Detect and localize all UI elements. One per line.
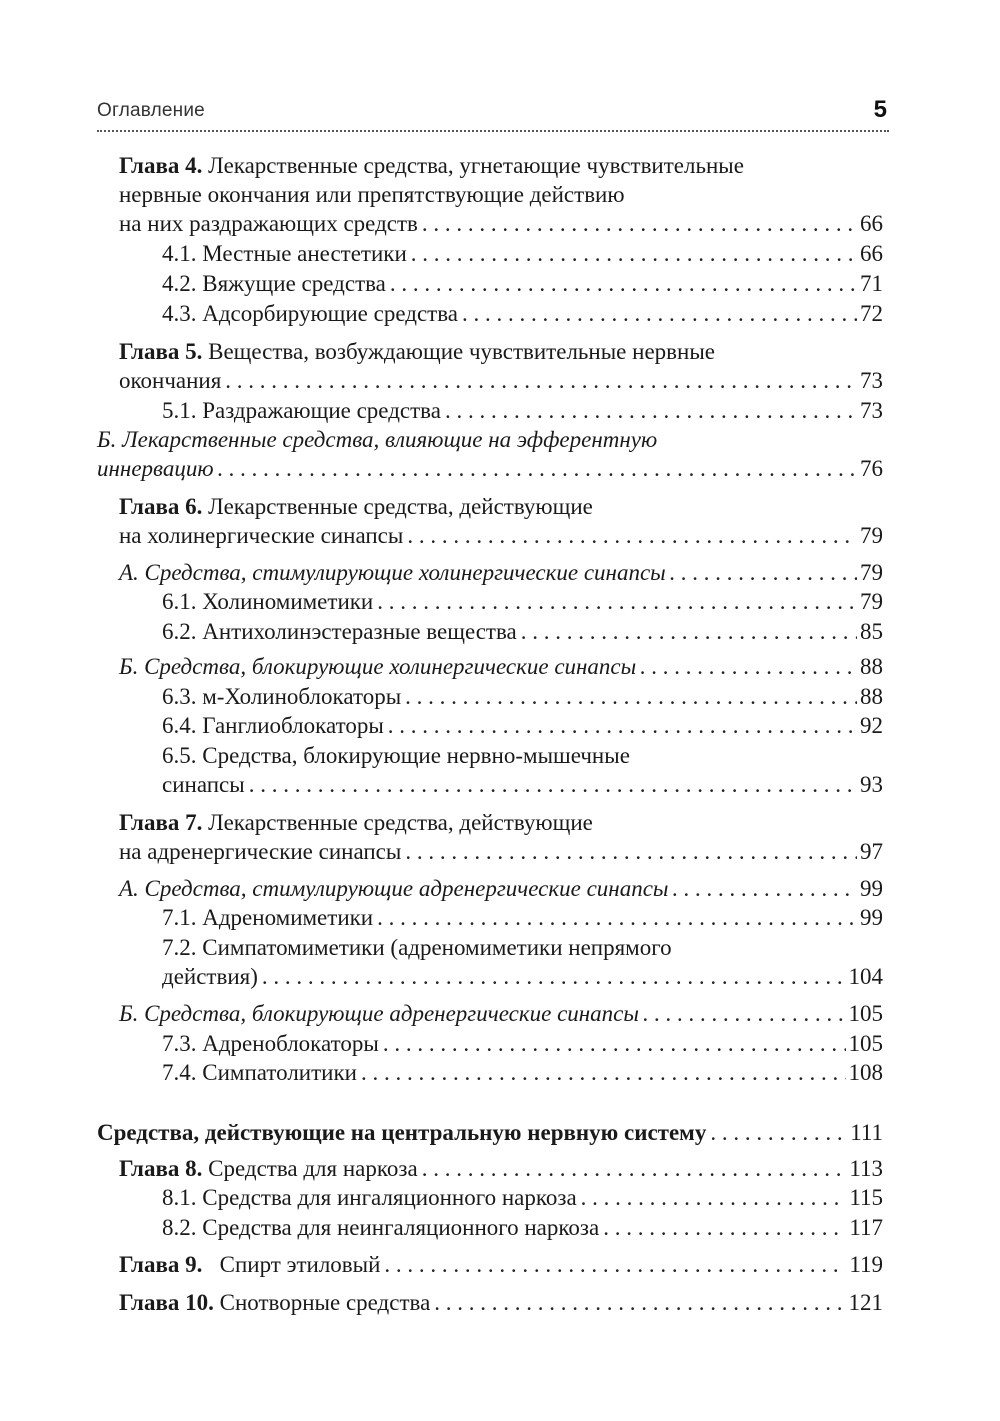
entry-title: 8.1. Средства для ингаляционного наркоза <box>162 1185 577 1210</box>
toc-entry-8-1[interactable] <box>162 1183 883 1212</box>
entry-title: Б. Средства, блокирующие адренергические синапсы <box>119 1001 639 1026</box>
entry-title-line: на них раздражающих средств <box>119 211 418 236</box>
page-ref: 66 <box>860 241 883 266</box>
dot-leader <box>521 617 857 646</box>
dot-leader <box>383 1029 846 1058</box>
dot-leader <box>388 711 857 740</box>
entry-title: 8.2. Средства для неингаляционного наркоза <box>162 1215 600 1240</box>
dot-leader <box>710 1118 847 1147</box>
page-ref: 104 <box>848 964 883 989</box>
entry-title-line: на адренергические синапсы <box>119 839 402 864</box>
dot-leader <box>422 1154 847 1183</box>
toc-entry-4-2[interactable] <box>162 269 883 298</box>
toc-entry-7-3[interactable] <box>162 1029 883 1058</box>
page-ref: 85 <box>860 619 883 644</box>
toc-entry-5-1[interactable] <box>162 396 883 425</box>
toc-entry-7-a[interactable] <box>119 874 883 903</box>
entry-title-line: Лекарственные средства, угнетающие чувствительные <box>208 153 744 178</box>
entry-title: Снотворные средства <box>219 1290 431 1315</box>
page-ref: 73 <box>860 398 883 423</box>
entry-title: Спирт этиловый <box>219 1252 381 1277</box>
entry-title-line: иннервацию <box>97 456 214 481</box>
dot-leader <box>407 521 857 550</box>
entry-title: 4.1. Местные анестетики <box>162 241 407 266</box>
toc-entry-chapter-6[interactable] <box>119 492 883 550</box>
entry-title: 6.3. м-Холиноблокаторы <box>162 684 402 709</box>
entry-title: Средства для наркоза <box>208 1156 418 1181</box>
toc-entry-7-4[interactable] <box>162 1058 883 1087</box>
toc-entry-6-2[interactable] <box>162 617 883 646</box>
page-ref: 105 <box>848 1001 883 1026</box>
entry-title-line: на холинергические синапсы <box>119 523 404 548</box>
toc-entry-chapter-5[interactable] <box>119 337 883 395</box>
page-ref: 117 <box>849 1215 883 1240</box>
toc-entry-part-cns[interactable] <box>97 1118 883 1147</box>
entry-title-line: Б. Лекарственные средства, влияющие на эфферентную <box>97 427 658 452</box>
dot-leader <box>225 366 857 395</box>
page-ref: 88 <box>860 684 883 709</box>
toc-entry-chapter-7[interactable] <box>119 808 883 866</box>
toc-entry-8-2[interactable] <box>162 1213 883 1242</box>
page-number: 5 <box>873 96 887 123</box>
dot-leader <box>640 652 857 681</box>
entry-title: А. Средства, стимулирующие холинергические синапсы <box>119 560 666 585</box>
entry-title: 6.2. Антихолинэстеразные вещества <box>162 619 517 644</box>
toc-entry-6-a[interactable] <box>119 558 883 587</box>
toc-entry-7-1[interactable] <box>162 903 883 932</box>
entry-title: 5.1. Раздражающие средства <box>162 398 441 423</box>
entry-title-line: Вещества, возбуждающие чувствительные нервные <box>208 339 715 364</box>
entry-title: 7.1. Адреномиметики <box>162 905 374 930</box>
page-ref: 99 <box>860 905 883 930</box>
toc-entry-section-b-efferent[interactable] <box>97 425 883 483</box>
page-ref: 79 <box>860 589 883 614</box>
entry-title-line: Лекарственные средства, действующие <box>208 810 593 835</box>
chapter-label: Глава 7. <box>119 810 203 835</box>
toc-entry-6-3[interactable] <box>162 682 883 711</box>
dot-leader <box>673 874 857 903</box>
toc-entry-6-4[interactable] <box>162 711 883 740</box>
chapter-label: Глава 6. <box>119 494 203 519</box>
page-ref: 119 <box>849 1252 883 1277</box>
page-ref: 115 <box>849 1185 883 1210</box>
dot-leader <box>218 454 857 483</box>
chapter-label: Глава 4. <box>119 153 203 178</box>
page-ref: 88 <box>860 654 883 679</box>
dot-leader <box>361 1058 846 1087</box>
dot-leader <box>445 396 857 425</box>
toc-entry-6-1[interactable] <box>162 587 883 616</box>
chapter-label: Глава 8. <box>119 1156 203 1181</box>
entry-title: А. Средства, стимулирующие адренергические синапсы <box>119 876 669 901</box>
page-ref: 76 <box>860 456 883 481</box>
toc-entry-4-1[interactable] <box>162 239 883 268</box>
entry-title: 6.4. Ганглиоблокаторы <box>162 713 384 738</box>
dot-leader <box>390 269 857 298</box>
dot-leader <box>405 682 857 711</box>
dot-leader <box>643 999 846 1028</box>
page-ref: 105 <box>848 1031 883 1056</box>
page-ref: 108 <box>848 1060 883 1085</box>
entry-title-line: действия) <box>162 964 258 989</box>
page-ref: 121 <box>848 1290 883 1315</box>
page-ref: 111 <box>850 1120 883 1145</box>
dot-leader <box>670 558 857 587</box>
toc-entry-chapter-8[interactable] <box>119 1154 883 1183</box>
entry-title: 7.3. Адреноблокаторы <box>162 1031 379 1056</box>
page-ref: 72 <box>860 301 883 326</box>
chapter-label: Глава 9. <box>119 1252 203 1277</box>
entry-title: 4.2. Вяжущие средства <box>162 271 386 296</box>
page-ref: 79 <box>860 560 883 585</box>
entry-title-line: нервные окончания или препятствующие действию <box>119 182 625 207</box>
page-ref: 79 <box>860 523 883 548</box>
dot-leader <box>249 770 857 799</box>
page-ref: 92 <box>860 713 883 738</box>
dot-leader <box>377 587 857 616</box>
toc-entry-6-b[interactable] <box>119 652 883 681</box>
toc-entry-7-b[interactable] <box>119 999 883 1028</box>
page-ref: 73 <box>860 368 883 393</box>
dot-leader <box>262 962 846 991</box>
entry-title: 4.3. Адсорбирующие средства <box>162 301 458 326</box>
entry-title-line: Лекарственные средства, действующие <box>208 494 593 519</box>
entry-title: 7.4. Симпатолитики <box>162 1060 357 1085</box>
chapter-label: Глава 5. <box>119 339 203 364</box>
toc-entry-chapter-4[interactable] <box>119 151 883 238</box>
dot-leader <box>581 1183 847 1212</box>
toc-entry-chapter-9[interactable] <box>119 1250 883 1279</box>
toc-entry-chapter-10[interactable] <box>119 1288 883 1317</box>
dot-leader <box>405 837 857 866</box>
dot-leader <box>377 903 857 932</box>
entry-title-line: 6.5. Средства, блокирующие нервно-мышечные <box>162 743 630 768</box>
dot-leader <box>462 299 857 328</box>
entry-title: Б. Средства, блокирующие холинергические синапсы <box>119 654 637 679</box>
entry-title: Средства, действующие на центральную нервную систему <box>97 1120 707 1145</box>
chapter-label: Глава 10. <box>119 1290 214 1315</box>
toc-entry-7-2[interactable] <box>162 933 883 991</box>
page-ref: 97 <box>860 839 883 864</box>
entry-title: 6.1. Холиномиметики <box>162 589 374 614</box>
dot-leader <box>422 209 857 238</box>
page-ref: 93 <box>860 772 883 797</box>
page-ref: 113 <box>849 1156 883 1181</box>
entry-title-line: окончания <box>119 368 222 393</box>
page-ref: 66 <box>860 211 883 236</box>
toc-entry-4-3[interactable] <box>162 299 883 328</box>
dot-leader <box>603 1213 846 1242</box>
page-ref: 71 <box>860 271 883 296</box>
page-ref: 99 <box>860 876 883 901</box>
running-title: Оглавление <box>97 100 205 121</box>
toc-entry-6-5[interactable] <box>162 741 883 799</box>
dot-leader <box>434 1288 845 1317</box>
dot-leader <box>411 239 857 268</box>
entry-title-line: 7.2. Симпатомиметики (адреномиметики непрямого <box>162 935 672 960</box>
dot-leader <box>384 1250 846 1279</box>
entry-title-line: синапсы <box>162 772 245 797</box>
